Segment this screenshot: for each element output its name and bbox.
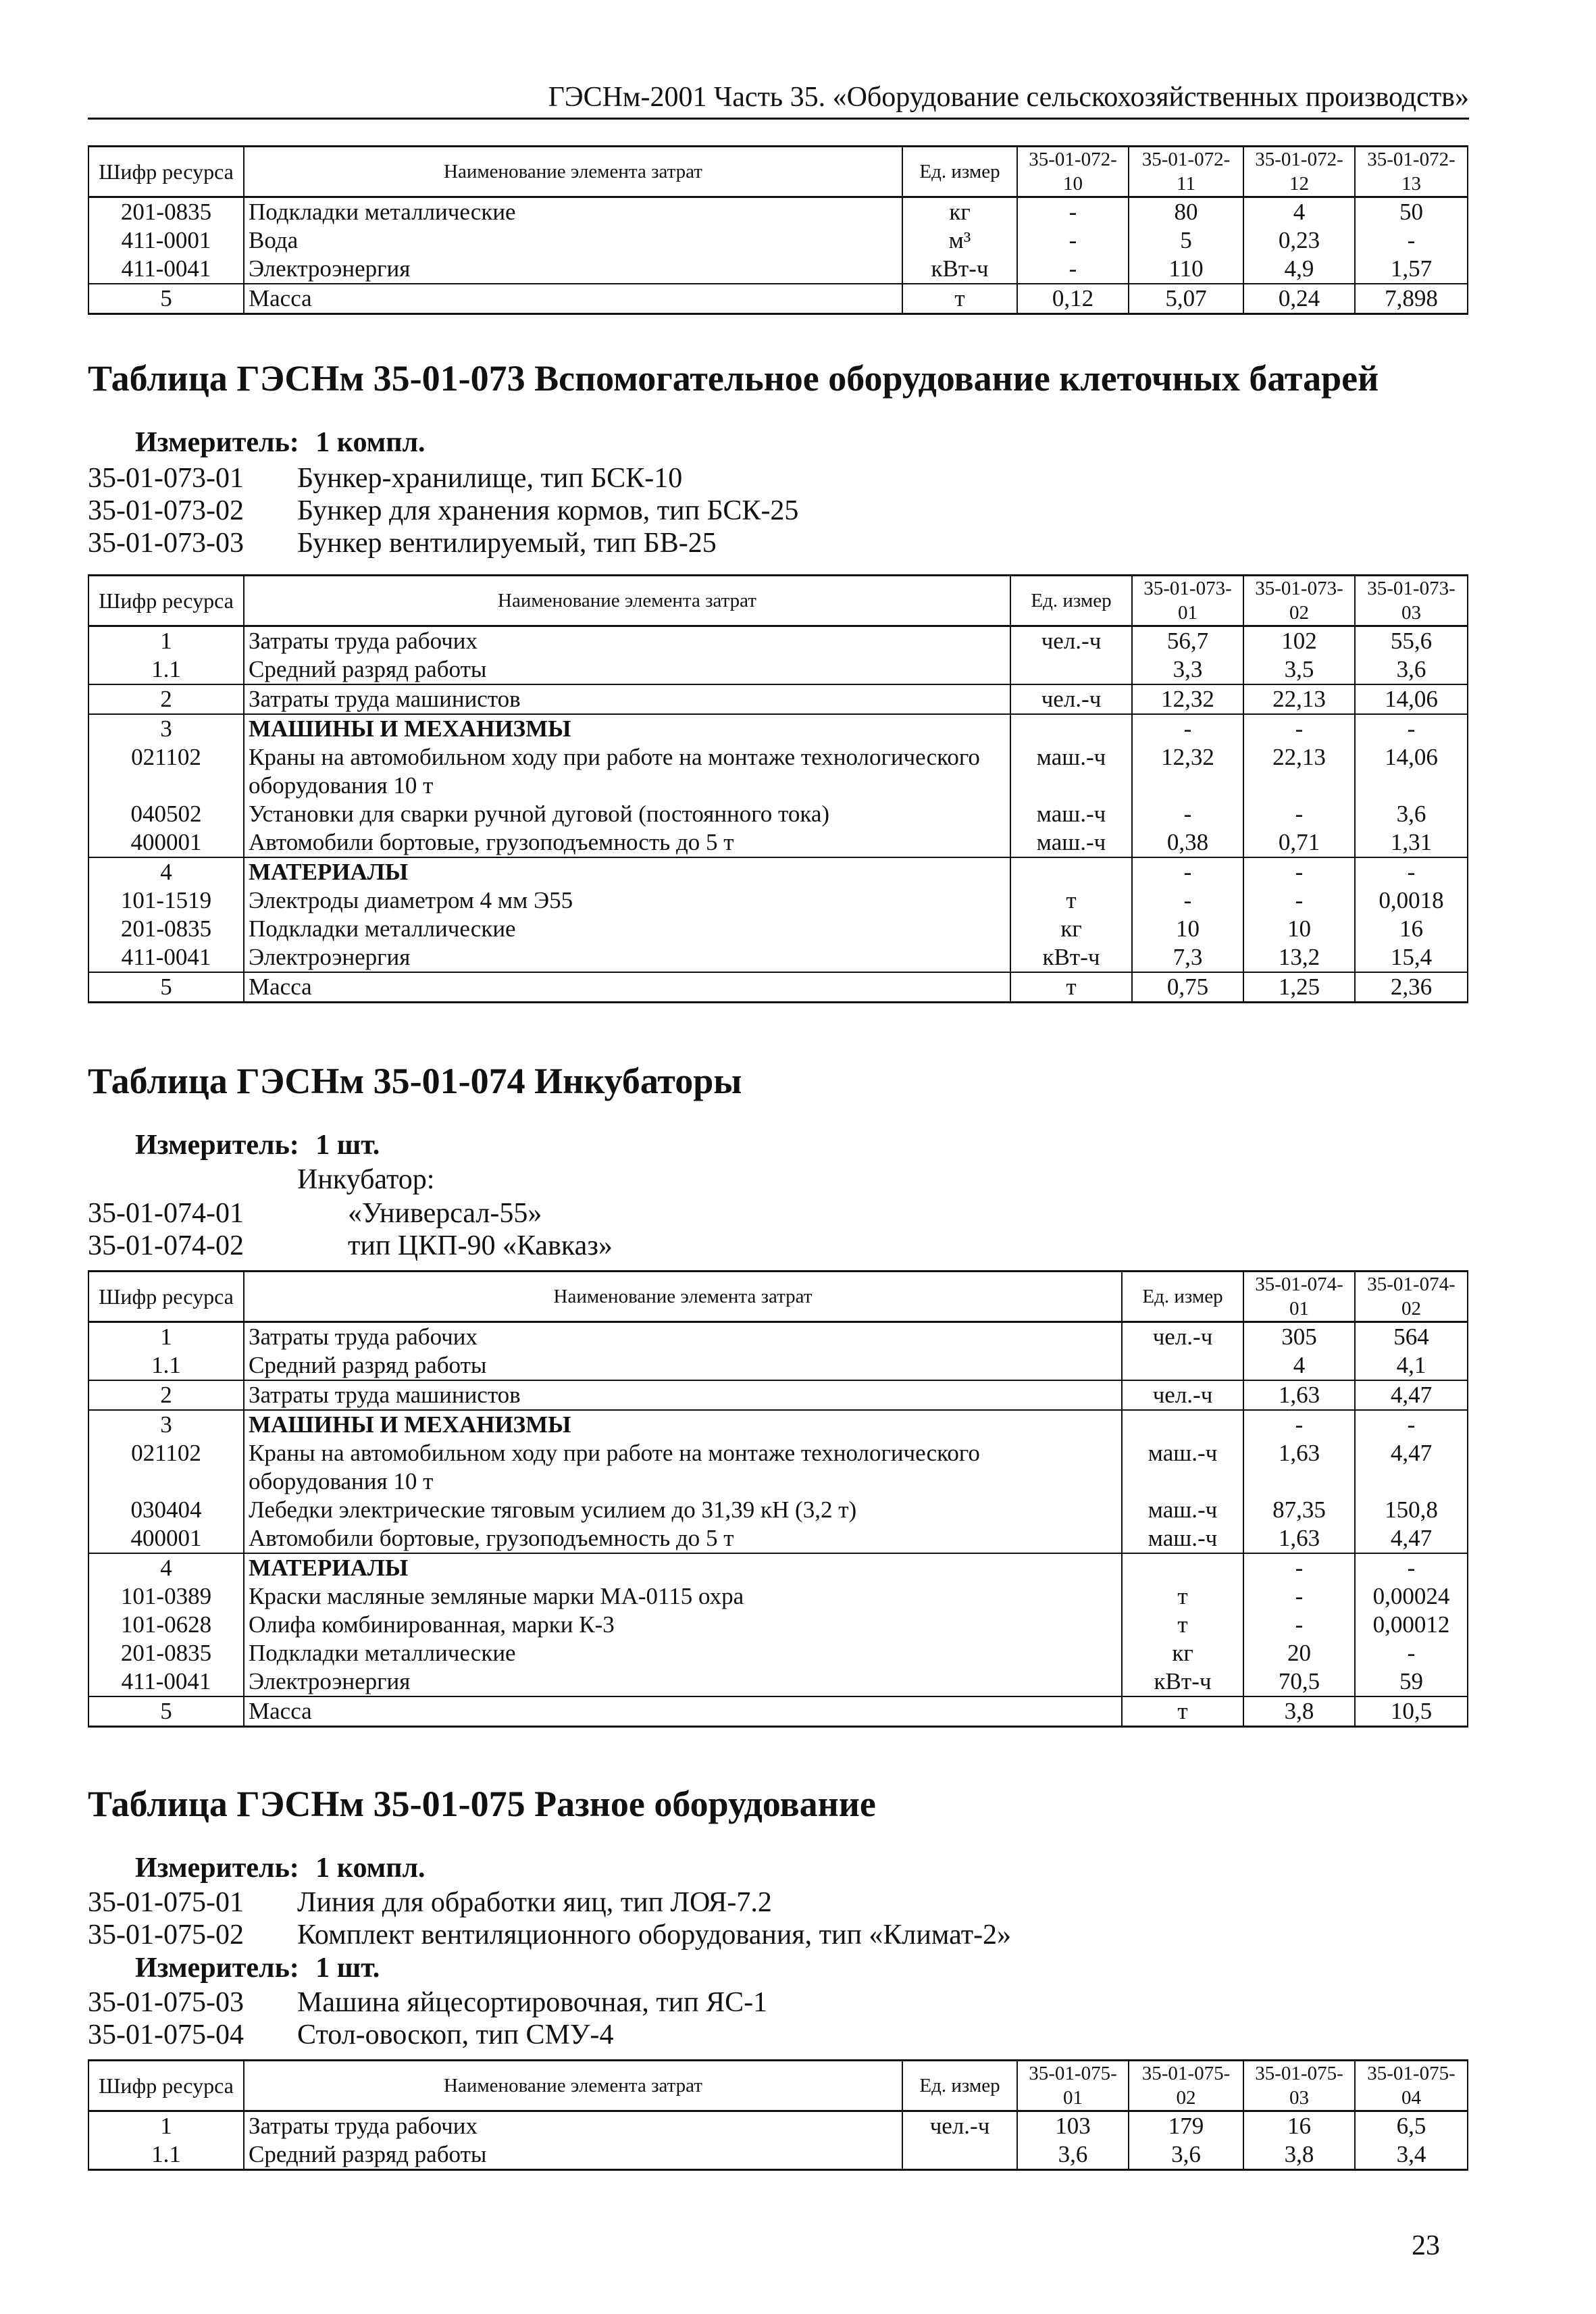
cost-name-cell: Масса <box>244 284 902 314</box>
value-cell: 4 <box>1243 1351 1355 1380</box>
value-cell <box>902 2140 1017 2170</box>
cost-name-cell: Масса <box>244 972 1010 1003</box>
cost-name-cell: Краски масляные земляные марки МА-0115 охра <box>244 1582 1122 1611</box>
cost-name-cell: Краны на автомобильном ходу при работе на монтаже технологического оборудования 10 т <box>244 1439 1122 1496</box>
table-row <box>88 1524 1468 1553</box>
value-cell: 3,5 <box>1243 655 1355 684</box>
table-row <box>88 972 1468 1003</box>
value-cell: - <box>1243 800 1355 828</box>
cost-name-cell: Вода <box>244 226 902 255</box>
value-cell: 22,13 <box>1243 684 1355 714</box>
column-header: Наименование элемента затрат <box>244 2061 902 2111</box>
measure-value: 1 шт. <box>315 1953 380 1984</box>
value-cell: - <box>1355 1410 1468 1439</box>
item-code: 35-01-075-03 <box>88 1987 244 2018</box>
value-cell <box>1010 655 1132 684</box>
measure-value: 1 компл. <box>315 427 426 458</box>
resource-code-cell: 4 <box>88 1553 244 1582</box>
value-cell: 564 <box>1355 1322 1468 1352</box>
value-cell: - <box>1355 714 1468 743</box>
value-cell: маш.-ч <box>1122 1496 1243 1524</box>
table-row <box>88 886 1468 915</box>
table-header-row <box>88 1272 1468 1322</box>
value-cell: - <box>1355 1553 1468 1582</box>
measure-073 <box>135 426 426 459</box>
value-cell: - <box>1243 1582 1355 1611</box>
column-header: 35-01-074-02 <box>1355 1272 1468 1322</box>
resource-code-cell: 3 <box>88 714 244 743</box>
resource-code-cell: 201-0835 <box>88 915 244 943</box>
resource-code-cell: 021102 <box>88 1439 244 1496</box>
column-header: Шифр ресурса <box>88 147 244 197</box>
value-cell: - <box>1017 255 1129 284</box>
value-cell: - <box>1132 714 1243 743</box>
value-cell: 20 <box>1243 1639 1355 1667</box>
value-cell: 6,5 <box>1355 2111 1468 2141</box>
table-073 <box>88 574 1468 1003</box>
value-cell: - <box>1243 886 1355 915</box>
value-cell: чел.-ч <box>902 2111 1017 2141</box>
column-header: 35-01-075-04 <box>1355 2061 1468 2111</box>
resource-code-cell: 101-0628 <box>88 1611 244 1639</box>
table-row <box>88 1439 1468 1496</box>
value-cell: 3,8 <box>1243 2140 1355 2170</box>
table-row <box>88 2140 1468 2170</box>
list-item <box>88 462 798 495</box>
group-label: Инкубатор: <box>297 1164 435 1195</box>
item-text: Бункер вентилируемый, тип БВ-25 <box>297 528 717 559</box>
table-074 <box>88 1270 1468 1728</box>
resource-code-cell: 5 <box>88 972 244 1003</box>
value-cell: 56,7 <box>1132 626 1243 656</box>
value-cell: - <box>1355 226 1468 255</box>
value-cell: 12,32 <box>1132 684 1243 714</box>
resource-code-cell: 2 <box>88 1380 244 1410</box>
value-cell: т <box>1122 1696 1243 1727</box>
value-cell: кВт-ч <box>1122 1667 1243 1696</box>
value-cell: - <box>1243 1410 1355 1439</box>
value-cell: чел.-ч <box>1122 1322 1243 1352</box>
item-text: Линия для обработки яиц, тип ЛОЯ-7.2 <box>297 1887 772 1918</box>
column-header: Шифр ресурса <box>88 1272 244 1322</box>
table-row <box>88 197 1468 227</box>
value-cell: 7,3 <box>1132 943 1243 972</box>
value-cell <box>1122 1351 1243 1380</box>
value-cell: - <box>1355 1639 1468 1667</box>
cost-name-cell: Затраты труда рабочих <box>244 1322 1122 1352</box>
table-row <box>88 1322 1468 1352</box>
column-header: Наименование элемента затрат <box>244 147 902 197</box>
table-row <box>88 1351 1468 1380</box>
value-cell: 4 <box>1243 197 1355 227</box>
resource-code-cell: 1 <box>88 1322 244 1352</box>
table-row <box>88 800 1468 828</box>
value-cell: маш.-ч <box>1122 1439 1243 1496</box>
value-cell: 7,898 <box>1355 284 1468 314</box>
table-074-title: Таблица ГЭСНм 35-01-074 Инкубаторы <box>88 1061 742 1101</box>
table-row <box>88 1582 1468 1611</box>
list-item <box>88 1919 1011 1951</box>
value-cell: 110 <box>1129 255 1243 284</box>
table-row <box>88 2111 1468 2141</box>
value-cell: 4,47 <box>1355 1380 1468 1410</box>
cost-name-cell: Средний разряд работы <box>244 1351 1122 1380</box>
value-cell: 10 <box>1132 915 1243 943</box>
value-cell: 14,06 <box>1355 684 1468 714</box>
column-header: 35-01-072-10 <box>1017 147 1129 197</box>
value-cell: 3,6 <box>1017 2140 1129 2170</box>
value-cell: т <box>1010 886 1132 915</box>
column-header: 35-01-075-01 <box>1017 2061 1129 2111</box>
items-075-b <box>88 1986 767 2051</box>
value-cell: 5,07 <box>1129 284 1243 314</box>
value-cell <box>1010 857 1132 886</box>
value-cell: 150,8 <box>1355 1496 1468 1524</box>
column-header: 35-01-072-11 <box>1129 147 1243 197</box>
column-header: 35-01-072-13 <box>1355 147 1468 197</box>
cost-name-cell: Автомобили бортовые, грузоподъемность до 5 т <box>244 828 1010 857</box>
resource-code-cell: 411-0001 <box>88 226 244 255</box>
list-item <box>88 1197 613 1230</box>
value-cell: чел.-ч <box>1010 684 1132 714</box>
item-text: Машина яйцесортировочная, тип ЯС-1 <box>297 1987 768 2018</box>
value-cell: 1,57 <box>1355 255 1468 284</box>
cost-name-cell: МАШИНЫ И МЕХАНИЗМЫ <box>244 1410 1122 1439</box>
cost-name-cell: Автомобили бортовые, грузоподъемность до 5 т <box>244 1524 1122 1553</box>
value-cell <box>1122 1410 1243 1439</box>
value-cell: 305 <box>1243 1322 1355 1352</box>
column-header: Шифр ресурса <box>88 2061 244 2111</box>
value-cell: маш.-ч <box>1010 828 1132 857</box>
value-cell: 3,8 <box>1243 1696 1355 1727</box>
value-cell: - <box>1243 857 1355 886</box>
value-cell: 0,24 <box>1243 284 1355 314</box>
value-cell: чел.-ч <box>1122 1380 1243 1410</box>
value-cell: - <box>1017 197 1129 227</box>
cost-name-cell: Средний разряд работы <box>244 655 1010 684</box>
value-cell <box>1122 1553 1243 1582</box>
resource-code-cell: 400001 <box>88 1524 244 1553</box>
column-header: 35-01-073-01 <box>1132 576 1243 626</box>
cost-name-cell: Лебедки электрические тяговым усилием до 31,39 кН (3,2 т) <box>244 1496 1122 1524</box>
table-row <box>88 1380 1468 1410</box>
value-cell: маш.-ч <box>1122 1524 1243 1553</box>
table-header-row <box>88 147 1468 197</box>
resource-code-cell: 201-0835 <box>88 197 244 227</box>
table-row <box>88 655 1468 684</box>
column-header: Ед. измер <box>902 2061 1017 2111</box>
value-cell: 1,31 <box>1355 828 1468 857</box>
table-row <box>88 626 1468 656</box>
value-cell: кг <box>1122 1639 1243 1667</box>
resource-code-cell: 1 <box>88 626 244 656</box>
value-cell: т <box>1010 972 1132 1003</box>
value-cell: 0,0018 <box>1355 886 1468 915</box>
value-cell: 3,6 <box>1355 800 1468 828</box>
item-text: Бункер для хранения кормов, тип БСК-25 <box>297 495 799 526</box>
value-cell: 16 <box>1243 2111 1355 2141</box>
resource-code-cell: 030404 <box>88 1496 244 1524</box>
cost-name-cell: Затраты труда рабочих <box>244 626 1010 656</box>
resource-code-cell: 1.1 <box>88 1351 244 1380</box>
value-cell: 4,47 <box>1355 1524 1468 1553</box>
resource-code-cell: 1.1 <box>88 655 244 684</box>
resource-code-cell: 3 <box>88 1410 244 1439</box>
table-row <box>88 226 1468 255</box>
value-cell: 1,63 <box>1243 1439 1355 1496</box>
table-row <box>88 684 1468 714</box>
column-header: 35-01-075-03 <box>1243 2061 1355 2111</box>
value-cell: 55,6 <box>1355 626 1468 656</box>
cost-name-cell: Электроэнергия <box>244 255 902 284</box>
value-cell: 80 <box>1129 197 1243 227</box>
value-cell: 0,38 <box>1132 828 1243 857</box>
list-item <box>88 495 798 527</box>
value-cell: маш.-ч <box>1010 800 1132 828</box>
value-cell: 0,75 <box>1132 972 1243 1003</box>
value-cell: 3,6 <box>1129 2140 1243 2170</box>
value-cell: - <box>1243 1611 1355 1639</box>
value-cell: 0,23 <box>1243 226 1355 255</box>
value-cell: 10,5 <box>1355 1696 1468 1727</box>
value-cell: 4,1 <box>1355 1351 1468 1380</box>
value-cell: - <box>1132 857 1243 886</box>
resource-code-cell: 411-0041 <box>88 255 244 284</box>
column-header: Наименование элемента затрат <box>244 1272 1122 1322</box>
table-row <box>88 943 1468 972</box>
value-cell: маш.-ч <box>1010 743 1132 800</box>
resource-code-cell: 411-0041 <box>88 1667 244 1696</box>
table-row <box>88 255 1468 284</box>
cost-name-cell: МАТЕРИАЛЫ <box>244 857 1010 886</box>
table-row <box>88 1639 1468 1667</box>
value-cell: 1,63 <box>1243 1380 1355 1410</box>
value-cell: 102 <box>1243 626 1355 656</box>
items-074 <box>88 1197 613 1262</box>
table-row <box>88 857 1468 886</box>
cost-name-cell: МАТЕРИАЛЫ <box>244 1553 1122 1582</box>
table-row <box>88 1667 1468 1696</box>
resource-code-cell: 1.1 <box>88 2140 244 2170</box>
value-cell: 3,6 <box>1355 655 1468 684</box>
cost-name-cell: Краны на автомобильном ходу при работе на монтаже технологического оборудования 10 т <box>244 743 1010 800</box>
table-header-row <box>88 576 1468 626</box>
value-cell: 13,2 <box>1243 943 1355 972</box>
item-code: 35-01-075-02 <box>88 1919 244 1951</box>
value-cell <box>1010 714 1132 743</box>
value-cell: кВт-ч <box>902 255 1017 284</box>
column-header: Шифр ресурса <box>88 576 244 626</box>
items-073 <box>88 462 798 559</box>
table-row <box>88 1696 1468 1727</box>
resource-code-cell: 411-0041 <box>88 943 244 972</box>
table-075-title: Таблица ГЭСНм 35-01-075 Разное оборудование <box>88 1784 876 1824</box>
column-header: Ед. измер <box>1122 1272 1243 1322</box>
items-075-a <box>88 1886 1011 1951</box>
column-header: Ед. измер <box>902 147 1017 197</box>
item-text: тип ЦКП-90 «Кавказ» <box>348 1230 613 1261</box>
resource-code-cell: 400001 <box>88 828 244 857</box>
column-header: 35-01-075-02 <box>1129 2061 1243 2111</box>
column-header: 35-01-074-01 <box>1243 1272 1355 1322</box>
cost-name-cell: МАШИНЫ И МЕХАНИЗМЫ <box>244 714 1010 743</box>
item-code: 35-01-074-01 <box>88 1198 244 1229</box>
resource-code-cell: 101-0389 <box>88 1582 244 1611</box>
cost-name-cell: Электроды диаметром 4 мм Э55 <box>244 886 1010 915</box>
table-row <box>88 1410 1468 1439</box>
item-code: 35-01-075-01 <box>88 1887 244 1918</box>
list-item <box>88 527 798 559</box>
value-cell: кВт-ч <box>1010 943 1132 972</box>
resource-code-cell: 040502 <box>88 800 244 828</box>
measure-value: 1 шт. <box>315 1130 380 1161</box>
value-cell: 50 <box>1355 197 1468 227</box>
page-header: ГЭСНм-2001 Часть 35. «Оборудование сельскохозяйственных производств» <box>88 80 1469 120</box>
resource-code-cell: 5 <box>88 1696 244 1727</box>
value-cell: 59 <box>1355 1667 1468 1696</box>
cost-name-cell: Установки для сварки ручной дуговой (постоянного тока) <box>244 800 1010 828</box>
resource-code-cell: 1 <box>88 2111 244 2141</box>
item-text: Комплект вентиляционного оборудования, тип «Климат-2» <box>297 1919 1012 1951</box>
value-cell: 10 <box>1243 915 1355 943</box>
value-cell: 103 <box>1017 2111 1129 2141</box>
item-text: «Универсал-55» <box>348 1198 542 1229</box>
table-row <box>88 915 1468 943</box>
value-cell: - <box>1132 800 1243 828</box>
value-cell: - <box>1017 226 1129 255</box>
measure-label: Измеритель: <box>135 1130 299 1161</box>
item-code: 35-01-074-02 <box>88 1230 244 1261</box>
value-cell: - <box>1132 886 1243 915</box>
value-cell: т <box>1122 1611 1243 1639</box>
column-header: 35-01-073-03 <box>1355 576 1468 626</box>
value-cell: 4,47 <box>1355 1439 1468 1496</box>
cost-name-cell: Электроэнергия <box>244 943 1010 972</box>
item-text: Бункер-хранилище, тип БСК-10 <box>297 463 683 494</box>
value-cell: т <box>1122 1582 1243 1611</box>
column-header: Ед. измер <box>1010 576 1132 626</box>
value-cell: 22,13 <box>1243 743 1355 800</box>
list-item <box>88 2019 767 2051</box>
value-cell: 4,9 <box>1243 255 1355 284</box>
measure-label: Измеритель: <box>135 1953 299 1984</box>
table-075 <box>88 2059 1468 2171</box>
value-cell: 0,12 <box>1017 284 1129 314</box>
value-cell: 12,32 <box>1132 743 1243 800</box>
value-cell: 3,3 <box>1132 655 1243 684</box>
column-header: Наименование элемента затрат <box>244 576 1010 626</box>
cost-name-cell: Подкладки металлические <box>244 197 902 227</box>
value-cell: кг <box>902 197 1017 227</box>
value-cell: 0,00012 <box>1355 1611 1468 1639</box>
value-cell: 15,4 <box>1355 943 1468 972</box>
value-cell: 14,06 <box>1355 743 1468 800</box>
resource-code-cell: 4 <box>88 857 244 886</box>
measure-label: Измеритель: <box>135 1853 299 1884</box>
value-cell: чел.-ч <box>1010 626 1132 656</box>
item-text: Стол-овоскоп, тип СМУ-4 <box>297 2019 614 2051</box>
table-row <box>88 284 1468 314</box>
resource-code-cell: 101-1519 <box>88 886 244 915</box>
table-row <box>88 743 1468 800</box>
item-code: 35-01-073-02 <box>88 495 244 526</box>
resource-code-cell: 2 <box>88 684 244 714</box>
item-code: 35-01-075-04 <box>88 2019 244 2051</box>
list-item <box>88 1886 1011 1919</box>
column-header: 35-01-073-02 <box>1243 576 1355 626</box>
measure-label: Измеритель: <box>135 427 299 458</box>
value-cell: 3,4 <box>1355 2140 1468 2170</box>
page-number: 23 <box>1412 2230 1440 2261</box>
value-cell: - <box>1243 714 1355 743</box>
list-item <box>88 1230 613 1262</box>
measure-074 <box>135 1128 380 1162</box>
cost-name-cell: Затраты труда машинистов <box>244 684 1010 714</box>
table-073-title: Таблица ГЭСНм 35-01-073 Вспомогательное оборудование клеточных батарей <box>88 358 1379 399</box>
value-cell: 1,25 <box>1243 972 1355 1003</box>
cost-name-cell: Средний разряд работы <box>244 2140 902 2170</box>
value-cell: т <box>902 284 1017 314</box>
value-cell: 70,5 <box>1243 1667 1355 1696</box>
cost-name-cell: Олифа комбинированная, марки К-3 <box>244 1611 1122 1639</box>
value-cell: 0,71 <box>1243 828 1355 857</box>
value-cell: - <box>1243 1553 1355 1582</box>
measure-075-2 <box>135 1951 380 1985</box>
value-cell: 87,35 <box>1243 1496 1355 1524</box>
value-cell: м³ <box>902 226 1017 255</box>
cost-name-cell: Масса <box>244 1696 1122 1727</box>
table-072 <box>88 145 1468 315</box>
cost-name-cell: Подкладки металлические <box>244 915 1010 943</box>
resource-code-cell: 021102 <box>88 743 244 800</box>
item-code: 35-01-073-01 <box>88 463 244 494</box>
value-cell: 2,36 <box>1355 972 1468 1003</box>
value-cell: кг <box>1010 915 1132 943</box>
resource-code-cell: 201-0835 <box>88 1639 244 1667</box>
table-row <box>88 1496 1468 1524</box>
table-header-row <box>88 2061 1468 2111</box>
cost-name-cell: Электроэнергия <box>244 1667 1122 1696</box>
item-code: 35-01-073-03 <box>88 528 244 559</box>
cost-name-cell: Затраты труда рабочих <box>244 2111 902 2141</box>
list-item <box>88 1986 767 2019</box>
column-header: 35-01-072-12 <box>1243 147 1355 197</box>
table-row <box>88 828 1468 857</box>
cost-name-cell: Подкладки металлические <box>244 1639 1122 1667</box>
table-row <box>88 1611 1468 1639</box>
value-cell: - <box>1355 857 1468 886</box>
value-cell: 5 <box>1129 226 1243 255</box>
value-cell: 16 <box>1355 915 1468 943</box>
measure-value: 1 компл. <box>315 1853 426 1884</box>
value-cell: 0,00024 <box>1355 1582 1468 1611</box>
measure-075-1 <box>135 1851 426 1885</box>
cost-name-cell: Затраты труда машинистов <box>244 1380 1122 1410</box>
value-cell: 1,63 <box>1243 1524 1355 1553</box>
value-cell: 179 <box>1129 2111 1243 2141</box>
table-row <box>88 714 1468 743</box>
table-row <box>88 1553 1468 1582</box>
resource-code-cell: 5 <box>88 284 244 314</box>
